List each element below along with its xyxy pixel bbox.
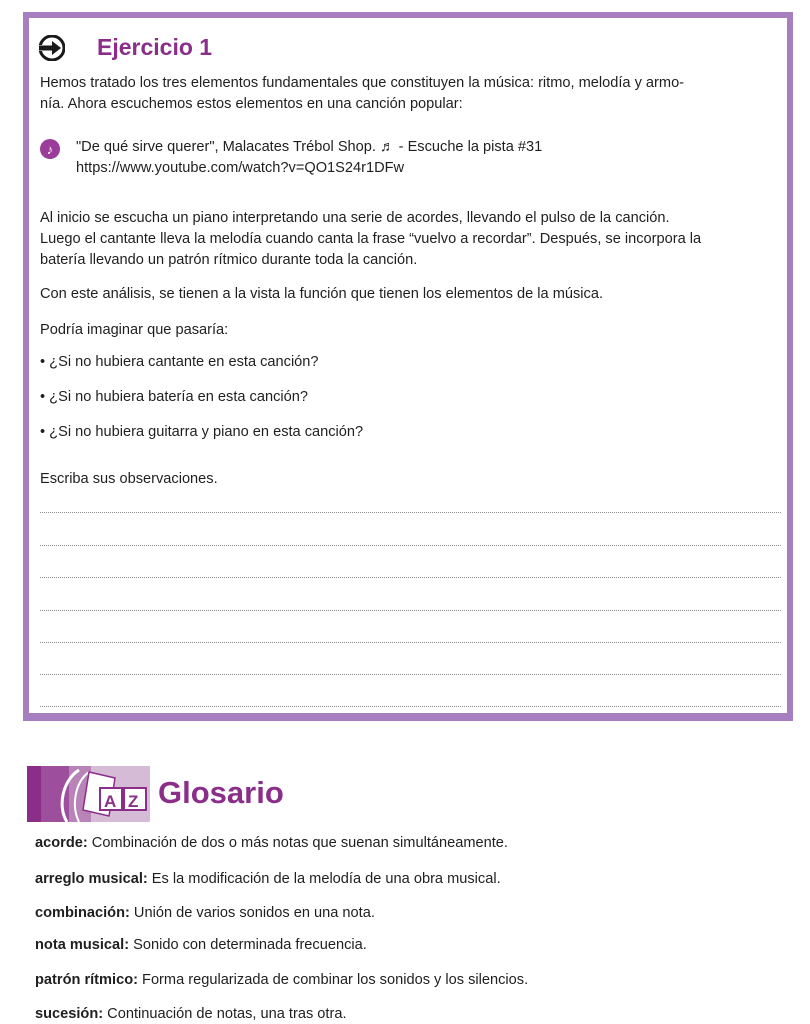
analysis-line-3: batería llevando un patrón rítmico durante toda la canción. [40,252,418,268]
glossary-az-icon [27,766,150,822]
analysis-line-1: Al inicio se escucha un piano interpretando una serie de acordes, llevando el pulso de la canción. [40,210,670,226]
arrow-right-icon [39,35,65,61]
prompt-text: Podría imaginar que pasaría: [40,322,229,338]
glossary-item: arreglo musical: Es la modificación de la melodía de una obra musical. [35,871,501,887]
glossary-item: sucesión: Continuación de notas, una tras otra. [35,1006,347,1022]
answer-line[interactable] [40,512,781,513]
song-link[interactable]: https://www.youtube.com/watch?v=QO1S24r1DFw [76,160,405,176]
svg-text:A: A [104,792,117,811]
music-note-icon: ♪ [40,139,60,159]
glossary-item: patrón rítmico: Forma regularizada de combinar los sonidos y los silencios. [35,972,529,988]
question-3: • ¿Si no hubiera guitarra y piano en esta canción? [40,422,363,443]
exercise-box [23,12,793,721]
song-title: "De qué sirve querer", Malacates Trébol Shop. ♬ - Escuche la pista #31 [76,139,543,155]
conclusion-text: Con este análisis, se tienen a la vista la función que tienen los elementos de la música. [40,286,603,302]
question-1: • ¿Si no hubiera cantante en esta canción? [40,352,319,373]
answer-line[interactable] [40,642,781,643]
svg-text:Z: Z [128,792,139,811]
glossary-item: combinación: Unión de varios sonidos en una nota. [35,905,375,921]
glossary-item: nota musical: Sonido con determinada frecuencia. [35,937,367,953]
exercise-header [39,34,212,61]
intro-line-2: nía. Ahora escuchemos estos elementos en una canción popular: [40,96,463,112]
answer-line[interactable] [40,674,781,675]
answer-line[interactable] [40,577,781,578]
write-prompt: Escriba sus observaciones. [40,471,218,487]
analysis-line-2: Luego el cantante lleva la melodía cuando canta la frase “vuelvo a recordar”. Después, se incorpora la [40,231,702,247]
intro-line-1: Hemos tratado los tres elementos fundamentales que constituyen la música: ritmo, melodía y armo- [40,75,685,91]
exercise-title: Ejercicio 1 [97,34,213,60]
question-2: • ¿Si no hubiera batería en esta canción? [40,387,308,408]
answer-line[interactable] [40,706,781,707]
glossary-item: acorde: Combinación de dos o más notas que suenan simultáneamente. [35,835,508,851]
song-reference [40,137,542,179]
glossary-title: Glosario [158,775,284,810]
answer-line[interactable] [40,545,781,546]
answer-line[interactable] [40,610,781,611]
